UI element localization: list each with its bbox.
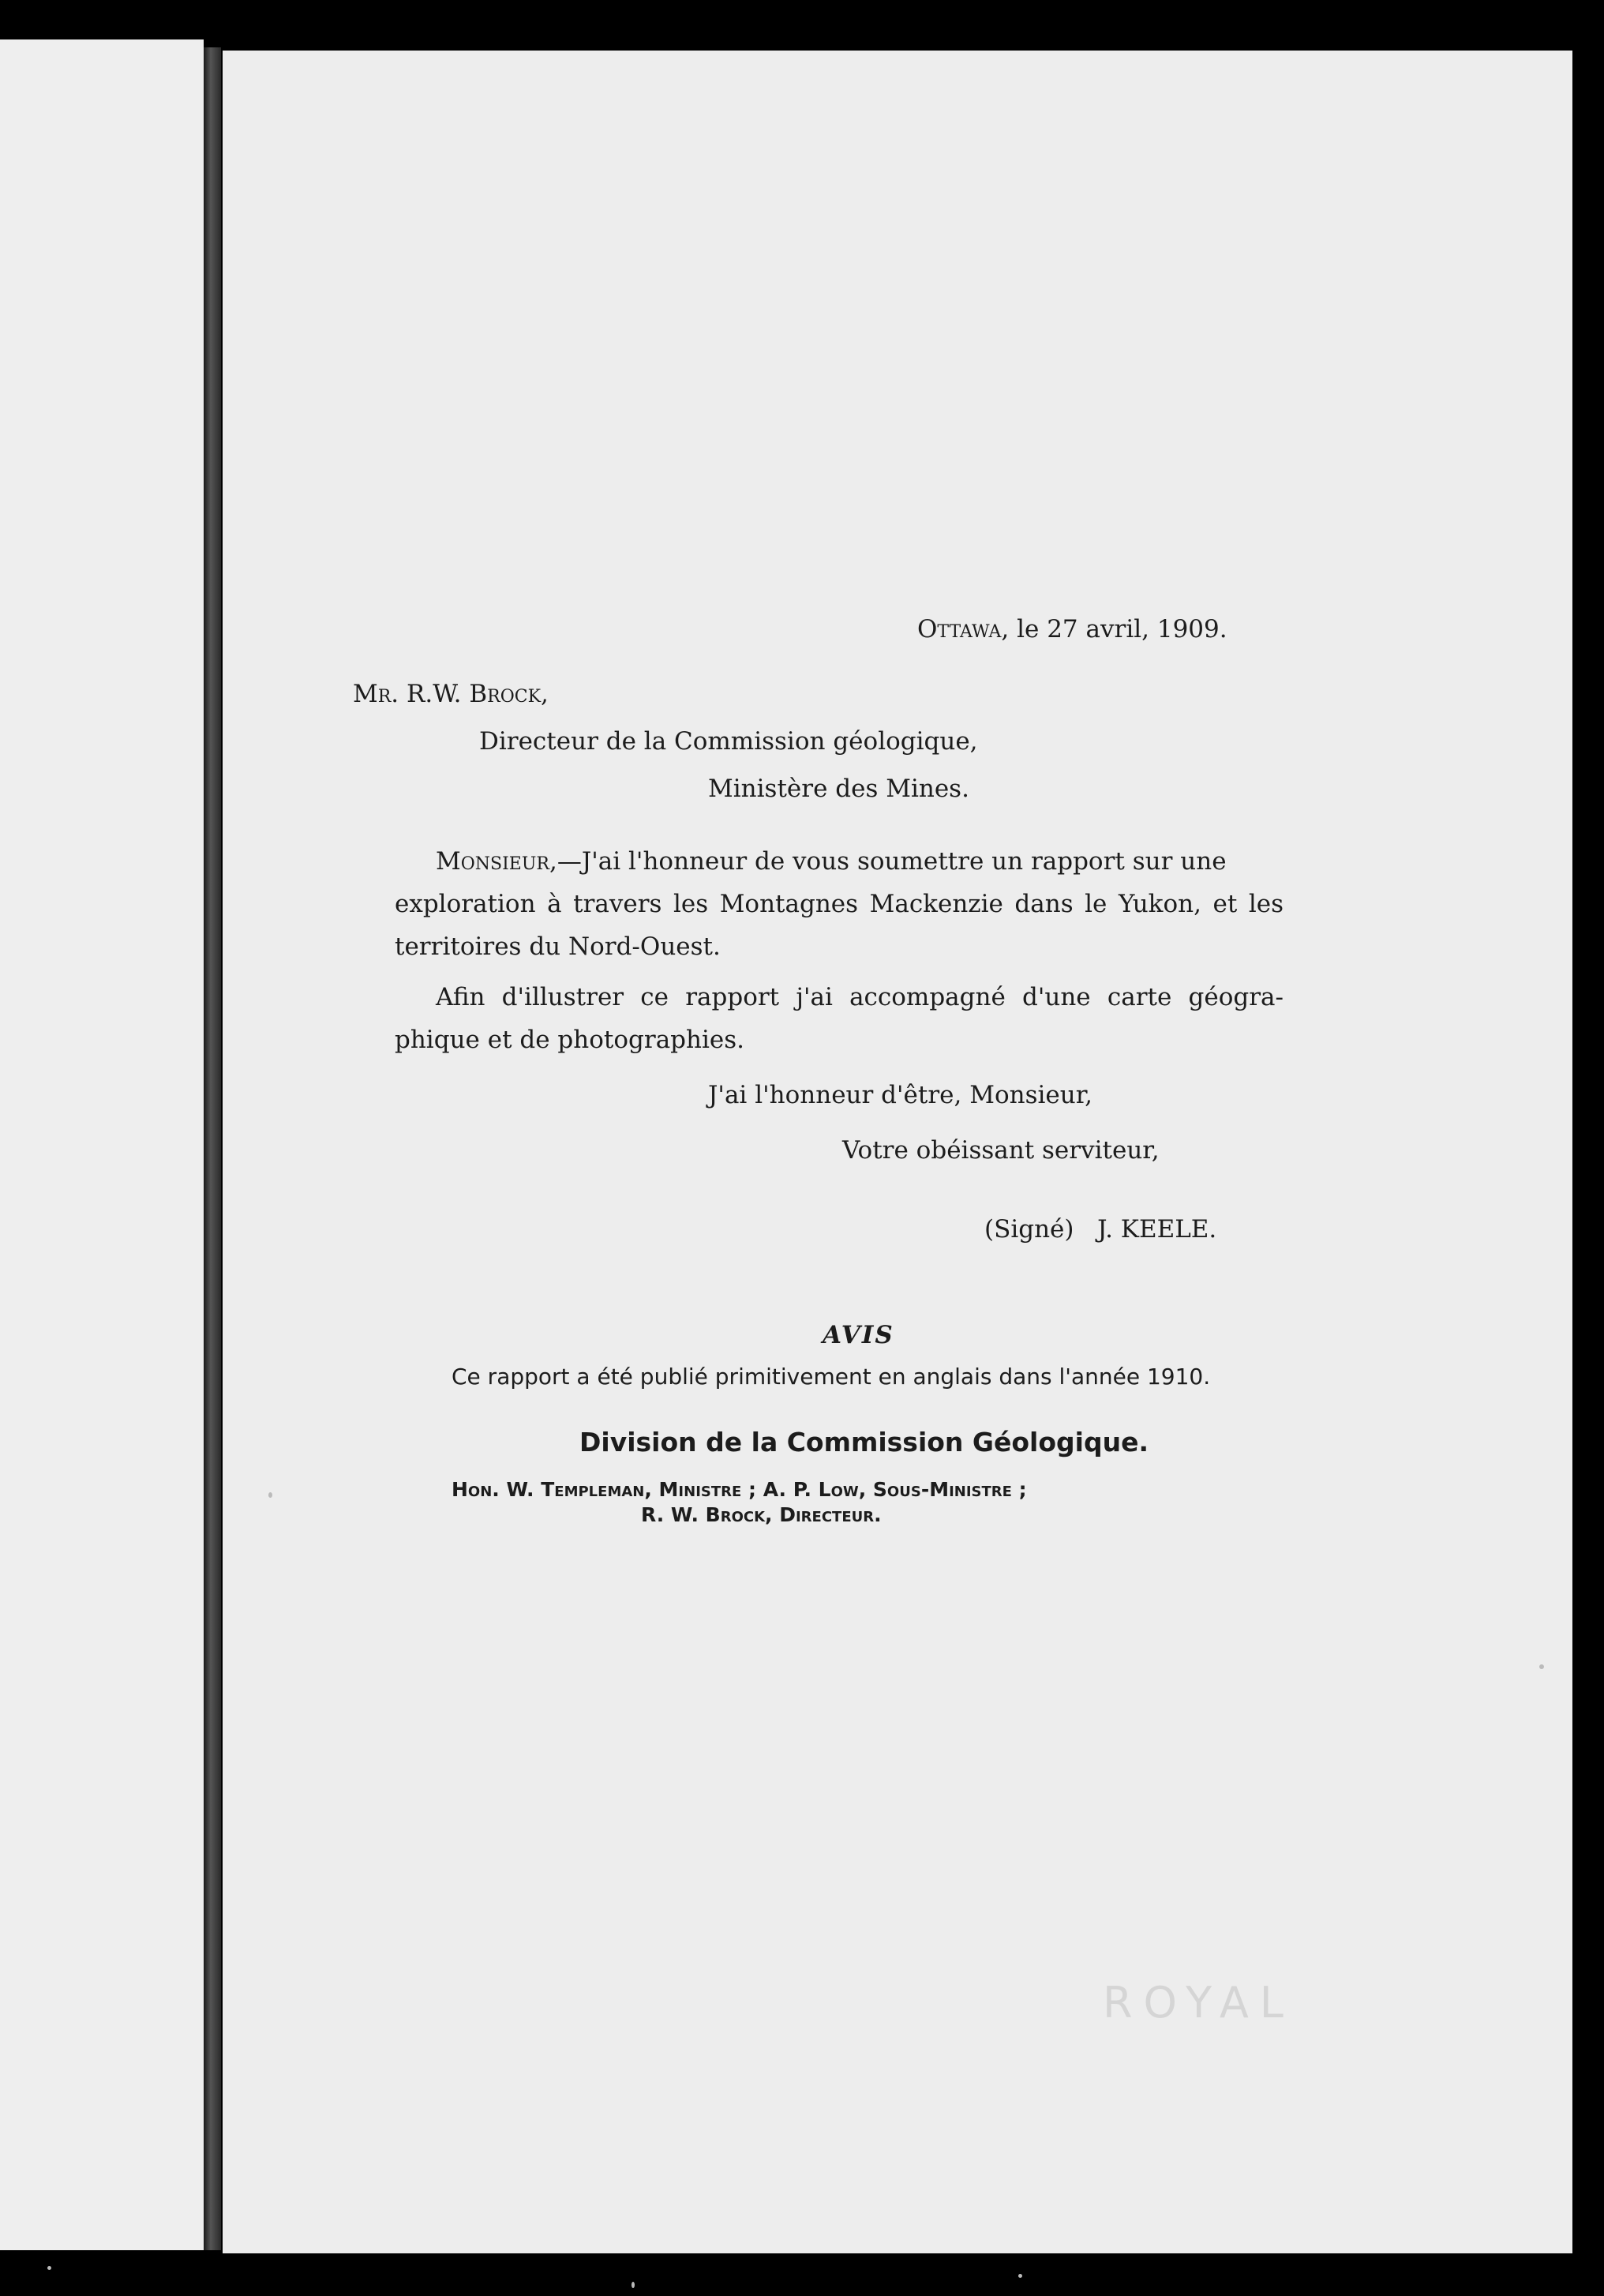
notice-division: Division de la Commission Géologique. [579,1427,1149,1458]
closing-line-2: Votre obéissant serviteur, [842,1136,1160,1165]
speck [47,2266,51,2270]
dateline [917,617,1227,642]
speck [1018,2274,1022,2278]
officials-line-1: Hon. W. Templeman, Ministre ; A. P. Low, Sous-Ministre ; [452,1478,1027,1501]
signature [984,1217,1216,1242]
addressee: Mr. R.W. Brock, [353,680,549,708]
paragraph-2-line-1: Afin d'illustrer ce rapport j'ai accompagné d'une carte géogra- [436,983,1284,1011]
paragraph-1-line-2: exploration à travers les Montagnes Mackenzie dans le Yukon, et les [395,890,1284,918]
paragraph-1-text: —J'ai l'honneur de vous soumettre un rapport sur une [557,847,1227,876]
book-spine [204,47,221,2250]
speck [1539,1664,1544,1669]
dateline-place: Ottawa, [917,615,1010,643]
faded-library-stamp [1103,1975,1316,2031]
closing-line-1: J'ai l'honneur d'être, Monsieur, [708,1081,1092,1109]
addressee-ministry: Ministère des Mines. [708,775,969,803]
paragraph-2-line-2: phique et de photographies. [395,1026,745,1054]
facing-page-edge [0,39,204,2250]
notice-heading: AVIS [823,1321,894,1349]
speck [631,2282,635,2288]
notice-text: Ce rapport a été publié primitivement en anglais dans l'année 1910. [452,1364,1211,1390]
dateline-date: le 27 avril, 1909. [1017,615,1227,643]
paragraph-1-line-1 [436,847,1227,876]
salutation: Monsieur, [436,847,557,876]
stamp-text: ROYAL [1103,1978,1295,2028]
addressee-title: Directeur de la Commission géologique, [479,727,978,756]
document-page [223,51,1572,2253]
officials-line-2: R. W. Brock, Directeur. [641,1503,882,1526]
speck [268,1492,272,1498]
paragraph-1-line-3: territoires du Nord-Ouest. [395,932,721,961]
signature-name: J. KEELE. [1097,1215,1217,1244]
signature-note: (Signé) [984,1215,1074,1244]
